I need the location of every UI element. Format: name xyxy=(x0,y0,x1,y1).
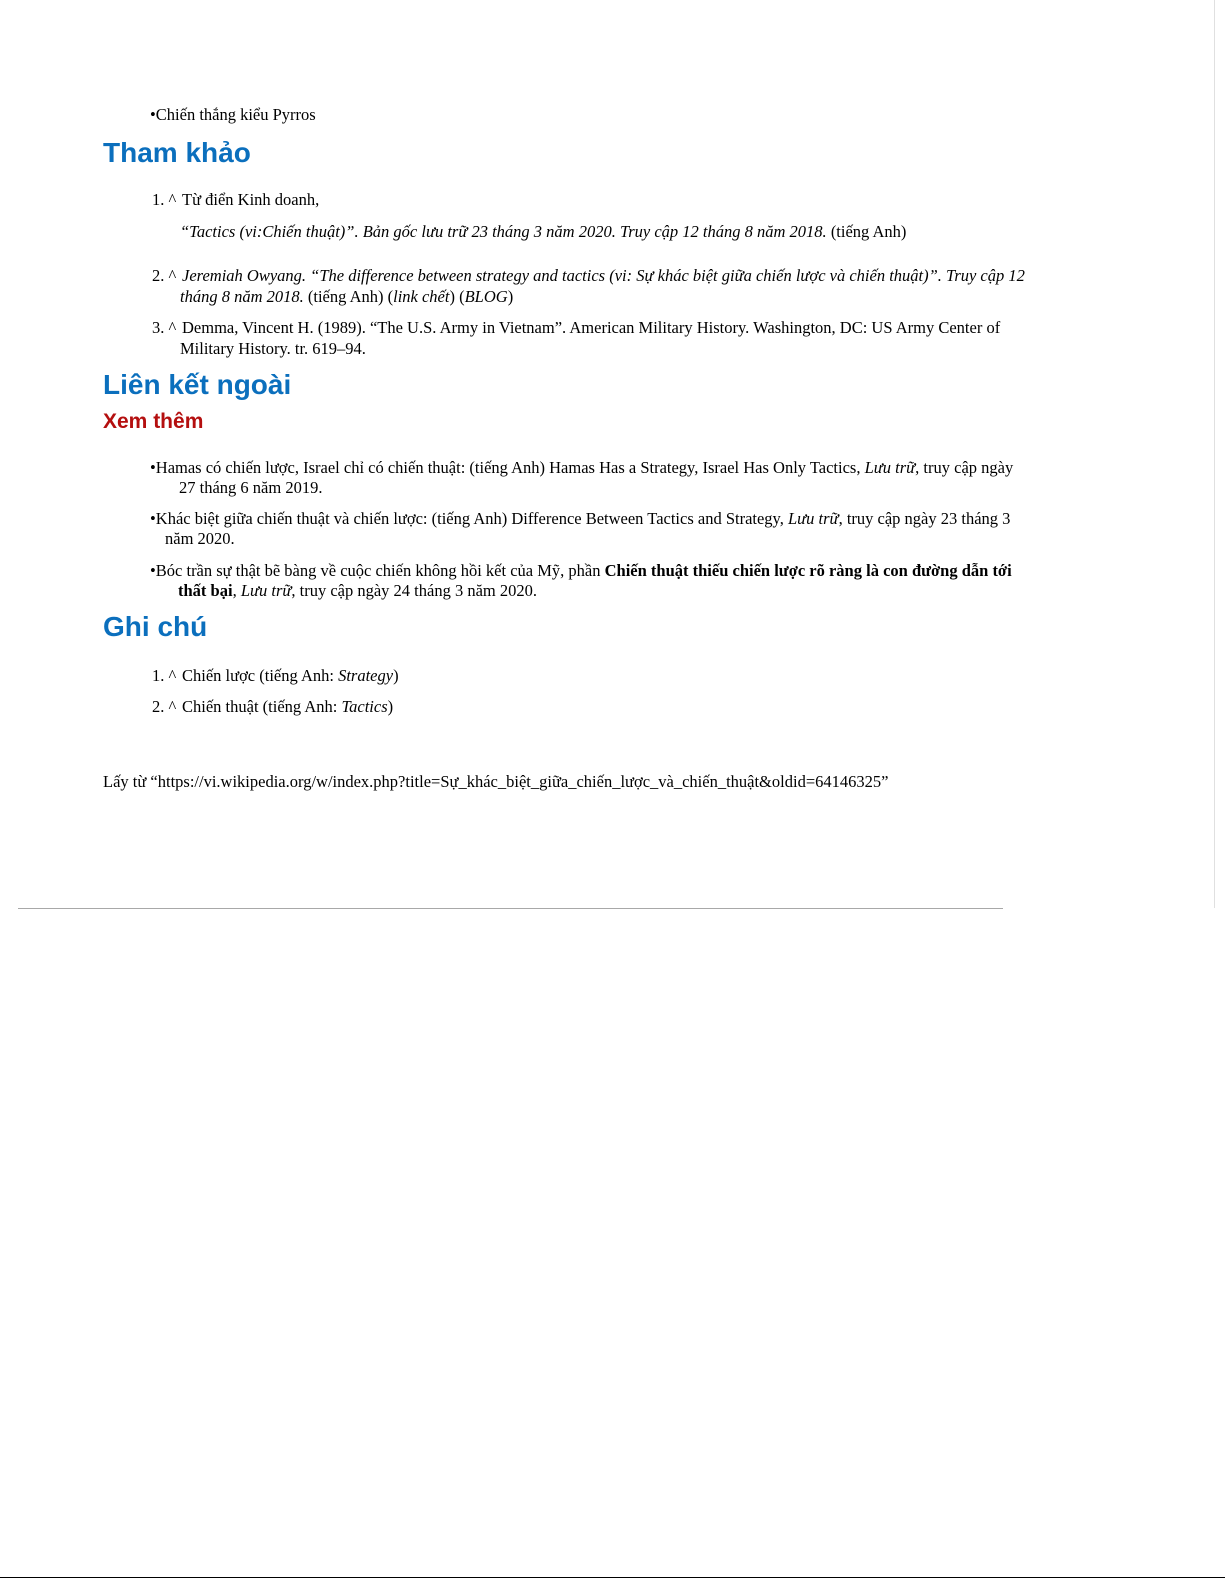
external-link-2-text[interactable]: •Khác biệt giữa chiến thuật và chiến lược: (tiếng Anh) Difference Between Tactics and Strategy, xyxy=(150,509,788,528)
note-1 xyxy=(152,665,399,686)
external-link-2[interactable] xyxy=(150,508,1010,529)
external-link-2-archive[interactable]: Lưu trữ xyxy=(788,509,839,528)
external-link-1-text[interactable]: •Hamas có chiến lược, Israel chỉ có chiến thuật: (tiếng Anh) Hamas Has a Strategy, Israel Has Only Tactics, xyxy=(150,458,865,477)
external-link-3-detail xyxy=(178,580,537,601)
external-link-2-date: năm 2020. xyxy=(165,529,235,548)
note-2-term: Tactics xyxy=(341,697,388,716)
reference-2-citation[interactable]: Jeremiah Owyang. “The difference between strategy and tactics (vi: Sự khác biệt giữa chiến lược và chiến thuật)”. Truy cập 12 xyxy=(182,266,1025,285)
external-link-1-date: 27 tháng 6 năm 2019. xyxy=(179,478,323,497)
reference-3-number[interactable]: 3. ^ xyxy=(152,318,177,337)
external-link-3-comma: , xyxy=(232,581,241,600)
note-1-term: Strategy xyxy=(338,666,394,685)
reference-2-number[interactable]: 2. ^ xyxy=(152,266,177,285)
note-1-number[interactable]: 1. ^ xyxy=(152,666,177,685)
reference-1-detail xyxy=(180,221,906,242)
source-url[interactable]: Lấy từ “https://vi.wikipedia.org/w/index.php?title=Sự_khác_biệt_giữa_chiến_lược_và_chiến_thuật&oldid=64146325” xyxy=(103,772,889,791)
external-link-1[interactable] xyxy=(150,457,1013,478)
reference-2-close: ) xyxy=(507,287,514,306)
reference-2-detail xyxy=(180,286,513,307)
reference-1-source[interactable]: Từ điển Kinh doanh, xyxy=(182,190,320,209)
external-link-1-access: , truy cập ngày xyxy=(915,458,1014,477)
see-also-item[interactable]: •Chiến thắng kiểu Pyrros xyxy=(150,105,316,124)
external-link-3-title[interactable]: Chiến thuật thiếu chiến lược rõ ràng là con đường dẫn tới xyxy=(604,561,1012,580)
section-heading-references: Tham khảo xyxy=(103,137,251,168)
reference-1-citation[interactable]: “Tactics (vi:Chiến thuật)”. Bản gốc lưu trữ 23 tháng 3 năm 2020. Truy cập 12 tháng 8 năm 2018. xyxy=(180,222,827,241)
page-divider xyxy=(18,908,1003,909)
reference-2-date: tháng 8 năm 2018. xyxy=(180,287,304,306)
section-heading-notes: Ghi chú xyxy=(103,611,208,642)
reference-2-blog: BLOG xyxy=(464,287,508,306)
reference-1-number[interactable]: 1. ^ xyxy=(152,190,177,209)
note-1-text: Chiến lược (tiếng Anh: xyxy=(182,666,339,685)
reference-3-detail: Military History. tr. 619–94. xyxy=(180,339,366,358)
reference-1-language: (tiếng Anh) xyxy=(826,222,907,241)
external-link-2-access: , truy cập ngày 23 tháng 3 xyxy=(838,509,1011,528)
note-2-close: ) xyxy=(387,697,394,716)
section-heading-external-links: Liên kết ngoài xyxy=(103,369,292,400)
reference-3 xyxy=(152,317,1000,338)
note-2 xyxy=(152,696,393,717)
section-heading-see-also: Xem thêm xyxy=(103,410,204,433)
note-2-text: Chiến thuật (tiếng Anh: xyxy=(182,697,342,716)
note-2-number[interactable]: 2. ^ xyxy=(152,697,177,716)
external-link-3-title-end[interactable]: thất bại xyxy=(178,581,233,600)
page-edge xyxy=(1214,0,1215,908)
reference-2 xyxy=(152,265,1025,286)
external-link-3[interactable] xyxy=(150,560,1012,581)
external-link-1-archive[interactable]: Lưu trữ xyxy=(864,458,916,477)
external-link-3-text[interactable]: •Bóc trần sự thật bẽ bàng về cuộc chiến không hồi kết của Mỹ, phần xyxy=(150,561,605,580)
reference-2-separator: ) ( xyxy=(449,287,465,306)
external-link-3-archive[interactable]: Lưu trữ xyxy=(240,581,292,600)
reference-3-citation[interactable]: Demma, Vincent H. (1989). “The U.S. Army in Vietnam”. American Military History. Washington, DC: US Army Center of xyxy=(182,318,1001,337)
reference-1 xyxy=(152,189,319,210)
page-bottom-border xyxy=(0,1577,1225,1578)
reference-2-language: (tiếng Anh) ( xyxy=(303,287,394,306)
reference-2-dead-link[interactable]: link chết xyxy=(393,287,450,306)
note-1-close: ) xyxy=(393,666,399,685)
external-link-3-access: , truy cập ngày 24 tháng 3 năm 2020. xyxy=(291,581,537,600)
